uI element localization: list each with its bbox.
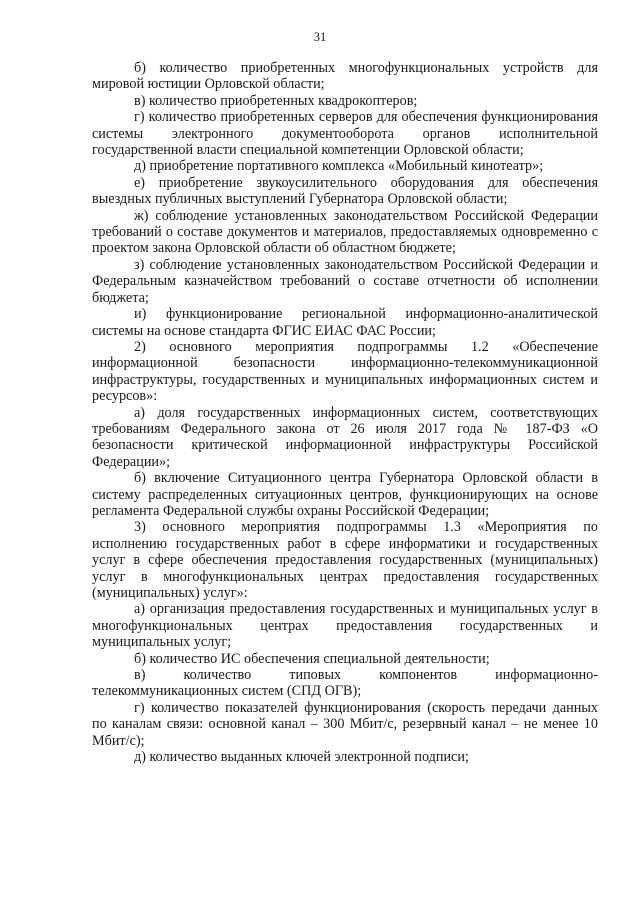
paragraph: г) количество показателей функционирования (скорость передачи данных по каналам связи: основной канал – 300 Мбит/с, резервный канал – не менее 10 Мбит/с); [92,699,598,749]
paragraph: д) количество выданных ключей электронной подписи; [134,749,469,766]
paragraph: в) количество приобретенных квадрокоптеров; [134,92,418,109]
paragraph: и) функционирование региональной информационно-аналитической системы на основе стандарта ФГИС ЕИАС ФАС России; [92,306,598,339]
paragraph: 2) основного мероприятия подпрограммы 1.2 «Обеспечение информационной безопасности информационно-телекоммуникационной инфраструктуры, государственных и муниципальных информационных систем и ресурсов»: [92,338,598,405]
paragraph: а) доля государственных информационных систем, соответствующих требованиям Федерального закона от 26 июля 2017 года № 187-ФЗ «О безопасности критической информационной инфраструктуры Российской Федерации»; [92,404,598,470]
page-number: 31 [313,30,327,44]
paragraph: 3) основного мероприятия подпрограммы 1.3 «Мероприятия по исполнению государственных работ в сфере информатики и государственных услуг в сфере обеспечения предоставления государственных (муниципальных) услуг в многофункциональных центрах предоставления государственных (муниципальных) услуг»: [92,519,598,601]
paragraph: г) количество приобретенных серверов для обеспечения функционирования системы электронного документооборота органов исполнительной государственной власти специальной компетенции Орловской области; [92,109,598,159]
paragraph: ж) соблюдение установленных законодательством Российской Федерации требований о составе документов и материалов, предоставляемых одновременно с проектом закона Орловской области об областном бюджете; [92,207,598,257]
paragraph: б) включение Ситуационного центра Губернатора Орловской области в систему распределенных ситуационных центров, функционирующих на основе регламента Федеральной службы охраны Российской Федерации; [92,470,598,519]
paragraph: е) приобретение звукоусилительного оборудования для обеспечения выездных публичных выступлений Губернатора Орловской области; [92,174,598,208]
paragraph: б) количество приобретенных многофункциональных устройств для мировой юстиции Орловской области; [92,60,598,93]
paragraph: б) количество ИС обеспечения специальной деятельности; [134,650,490,667]
paragraph: в) количество типовых компонентов информационно-телекоммуникационных систем (СПД ОГВ); [92,667,598,700]
paragraph: д) приобретение портативного комплекса «Мобильный кинотеатр»; [134,158,544,175]
paragraph: а) организация предоставления государственных и муниципальных услуг в многофункциональных центрах предоставления государственных и муниципальных услуг; [92,601,598,651]
paragraph: з) соблюдение установленных законодательством Российской Федерации и Федеральным казначейством требований о составе отчетности об исполнении бюджета; [92,256,598,306]
document-body [92,60,598,765]
